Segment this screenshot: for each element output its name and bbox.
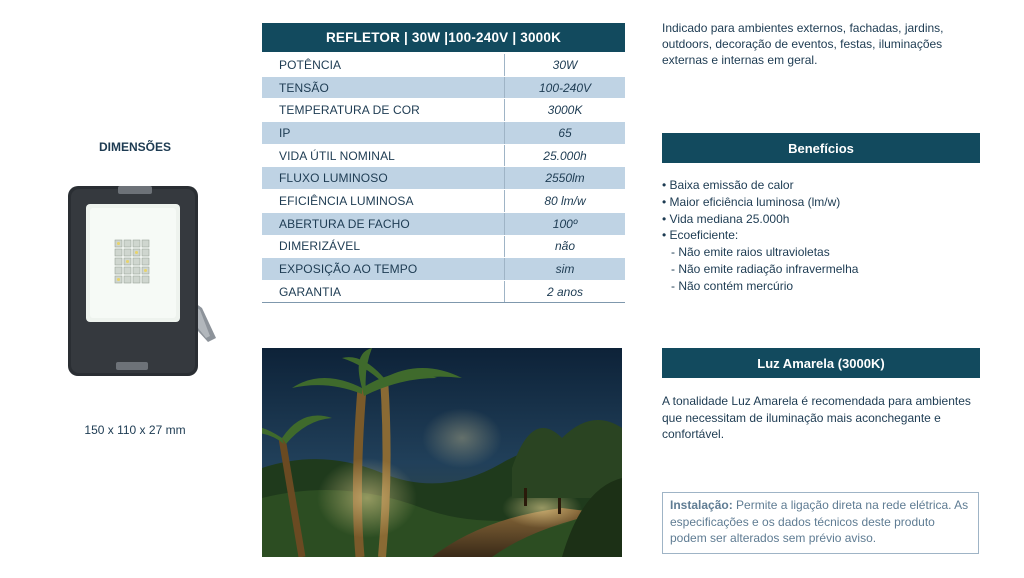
installation-label: Instalação:	[670, 498, 733, 512]
spec-row	[262, 54, 625, 77]
spec-row	[262, 190, 625, 213]
spec-label: ABERTURA DE FACHO	[279, 216, 410, 231]
benefits-title: Benefícios	[662, 133, 980, 163]
spec-value: 2 anos	[504, 281, 625, 303]
spec-value: 65	[504, 122, 625, 144]
spec-row	[262, 99, 625, 122]
spec-value: 100º	[504, 213, 625, 235]
list-item: • Maior eficiência luminosa (lm/w)	[662, 194, 841, 209]
garden-lighting-photo	[262, 348, 622, 557]
list-item: • Ecoeficiente:	[662, 228, 739, 243]
spec-value: 3000K	[504, 99, 625, 121]
spec-label: EFICIÊNCIA LUMINOSA	[279, 193, 414, 208]
spec-table-header: REFLETOR | 30W |100-240V | 3000K	[262, 23, 625, 52]
spec-value: 30W	[504, 54, 625, 76]
spec-row	[262, 145, 625, 168]
spec-row	[262, 77, 625, 100]
spec-label: DIMERIZÁVEL	[279, 239, 361, 254]
spec-label: FLUXO LUMINOSO	[279, 171, 388, 186]
spec-value: 100-240V	[504, 77, 625, 99]
spec-row	[262, 281, 625, 304]
list-item: • Baixa emissão de calor	[662, 178, 794, 192]
spec-label: TENSÃO	[279, 80, 329, 95]
list-subitem: - Não emite raios ultravioletas	[671, 245, 830, 260]
list-subitem: - Não contém mercúrio	[671, 278, 794, 293]
spec-label: GARANTIA	[279, 284, 342, 299]
spec-row	[262, 236, 625, 259]
spec-row	[262, 258, 625, 281]
list-subitem: - Não emite radiação infravermelha	[671, 261, 859, 276]
spec-label: IP	[279, 125, 291, 140]
spec-label: TEMPERATURA DE COR	[279, 103, 420, 118]
benefits-list	[662, 177, 982, 295]
spec-value: não	[504, 236, 625, 258]
intro-text: Indicado para ambientes externos, fachadas, jardins, outdoors, decoração de eventos, festas, iluminações externas e internas em geral.	[662, 21, 944, 67]
installation-note	[662, 492, 979, 554]
list-item: • Vida mediana 25.000h	[662, 211, 790, 226]
spec-label: VIDA ÚTIL NOMINAL	[279, 148, 395, 163]
light-description: A tonalidade Luz Amarela é recomendada para ambientes que necessitam de iluminação mais aconchegante e confortável.	[662, 394, 971, 441]
spec-table-divider	[262, 302, 625, 303]
floodlight-icon	[62, 180, 222, 380]
installation-text: Permite a ligação direta na rede elétrica. As especificações e os dados técnicos deste produto podem ser alterados sem prévio aviso.	[670, 498, 969, 545]
spec-row	[262, 122, 625, 145]
spec-row	[262, 213, 625, 236]
floodlight-product-image	[62, 180, 222, 380]
spec-value: 25.000h	[504, 145, 625, 167]
spec-value: 2550lm	[504, 167, 625, 189]
spec-label: EXPOSIÇÃO AO TEMPO	[279, 262, 418, 277]
spec-value: sim	[504, 258, 625, 280]
spec-label: POTÊNCIA	[279, 57, 342, 72]
dimensions-title: DIMENSÕES	[98, 140, 171, 154]
spec-table	[262, 54, 625, 304]
light-title: Luz Amarela (3000K)	[662, 348, 980, 378]
spec-row	[262, 167, 625, 190]
dimensions-size: 150 x 110 x 27 mm	[84, 423, 186, 437]
spec-value: 80 lm/w	[504, 190, 625, 212]
